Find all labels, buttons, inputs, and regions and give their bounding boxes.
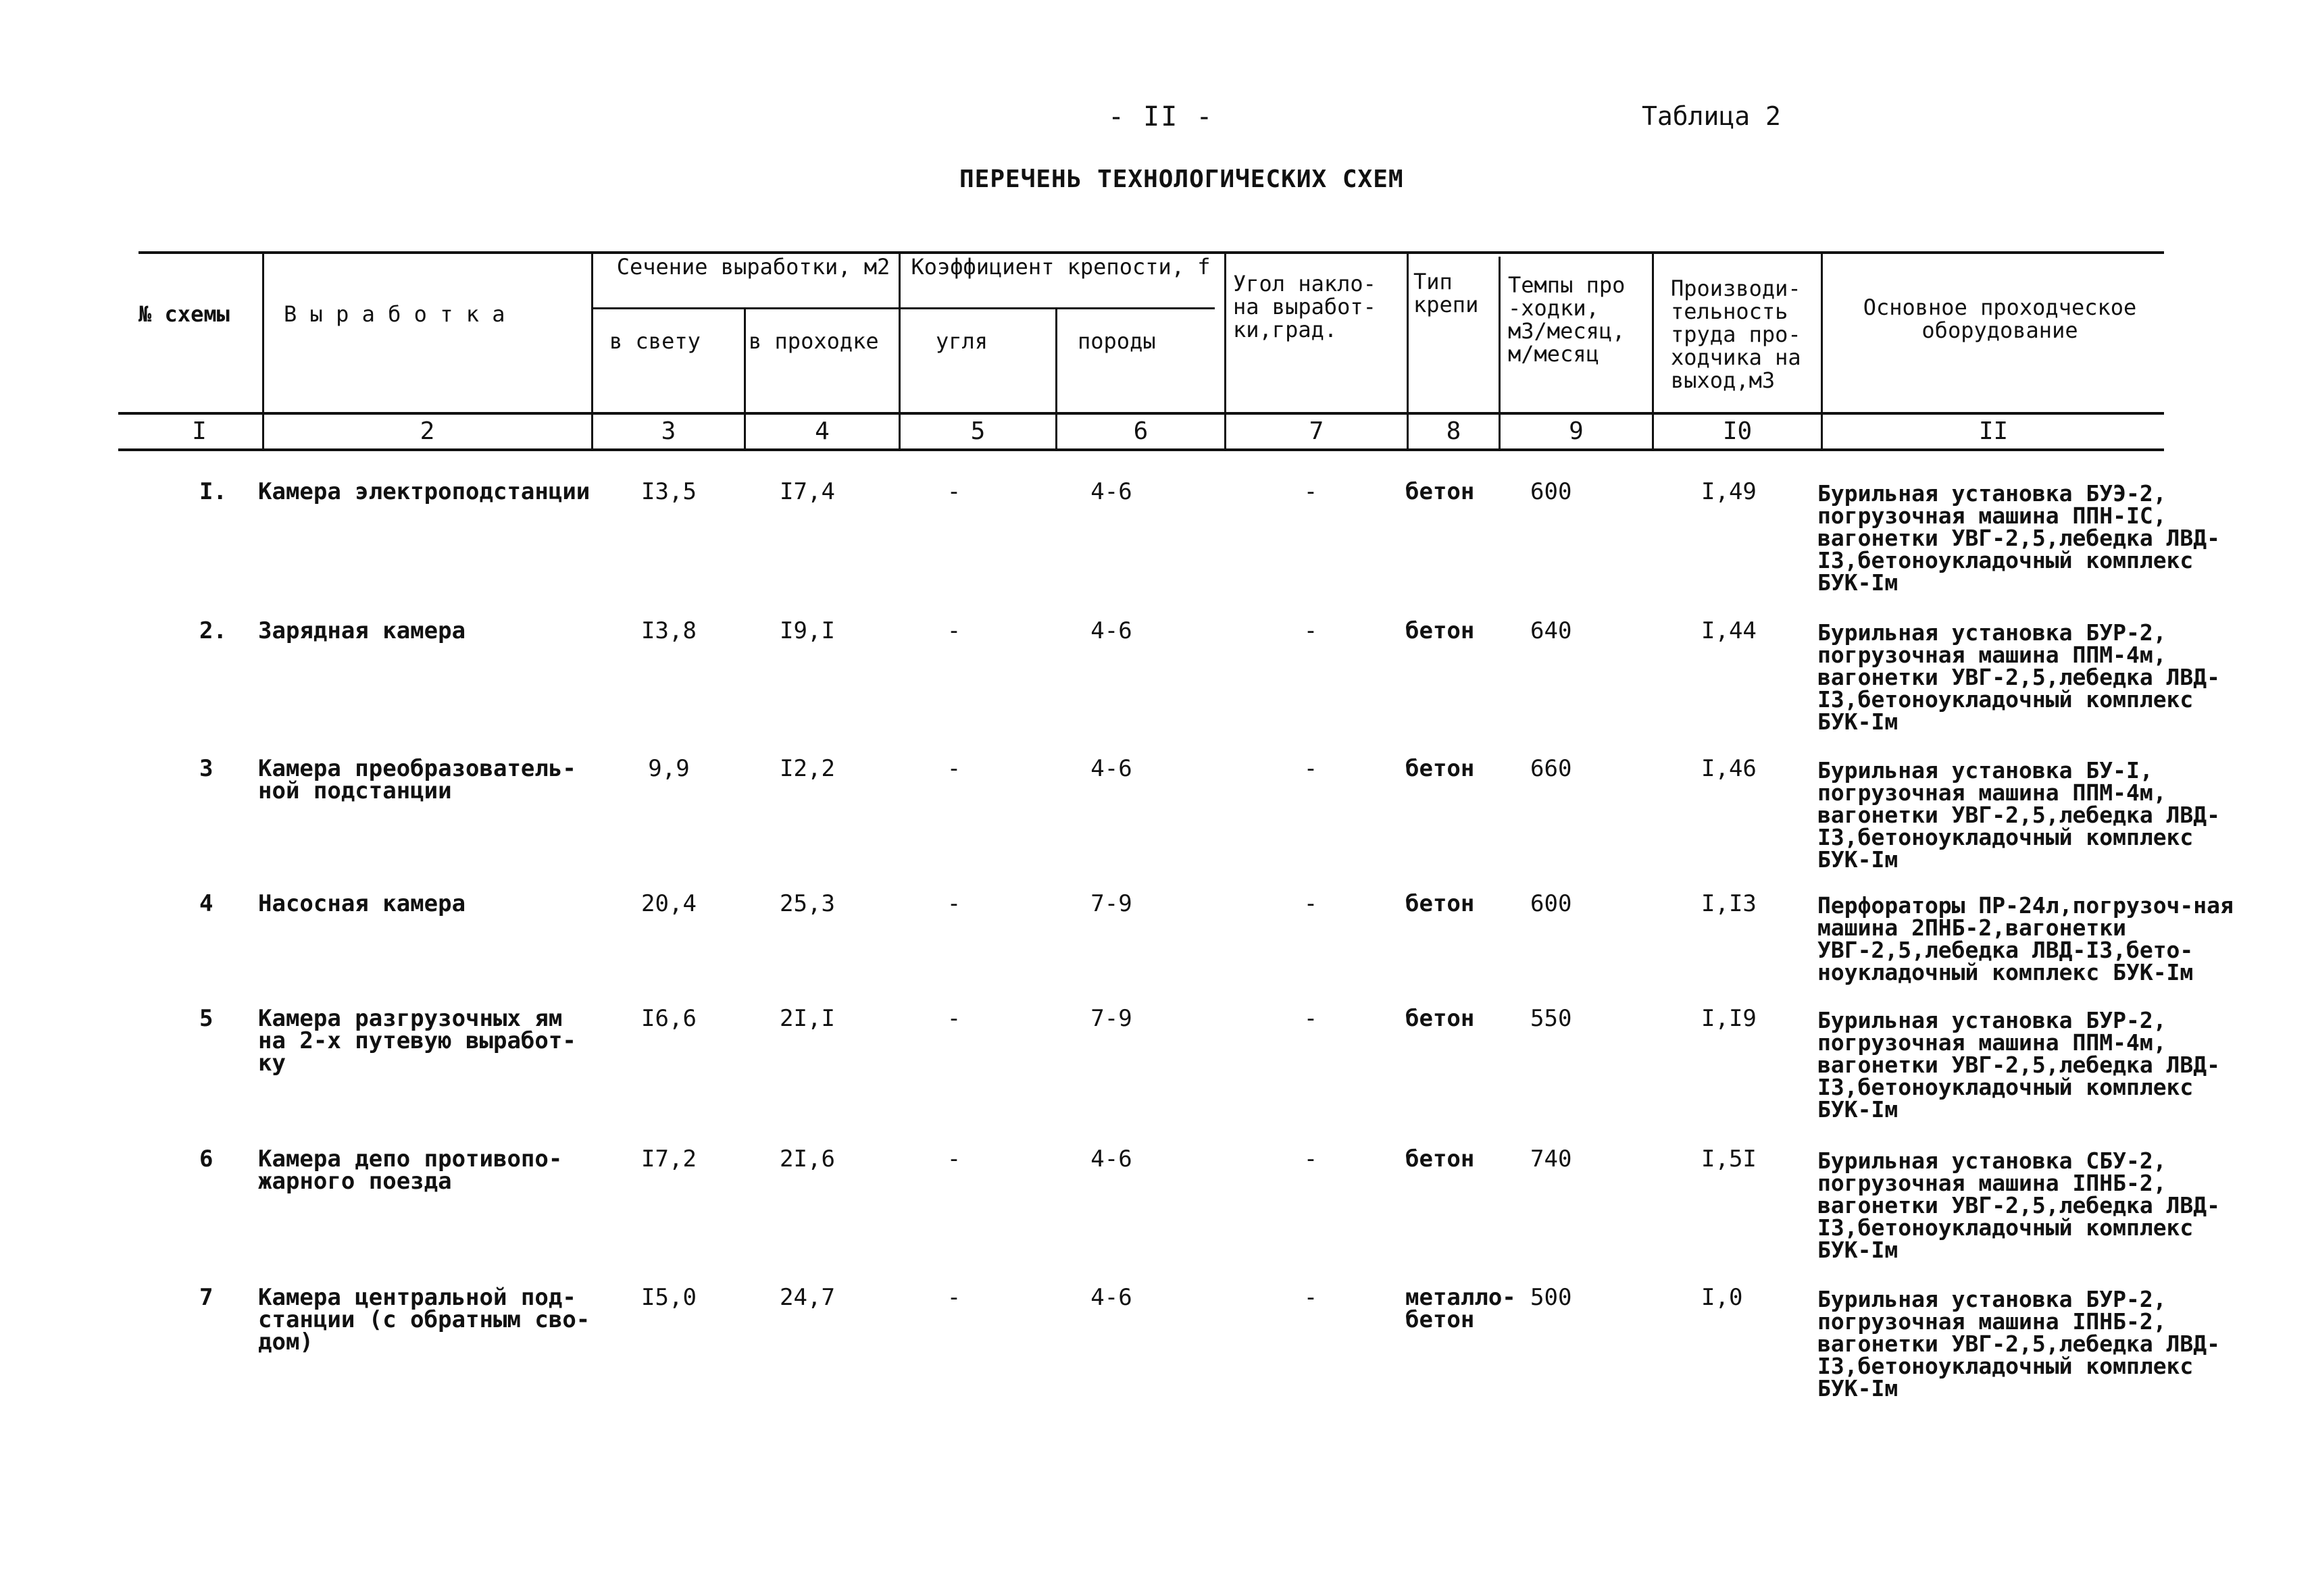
document-title: ПЕРЕЧЕНЬ ТЕХНОЛОГИЧЕСКИХ СХЕМ	[959, 165, 1404, 193]
productivity: I,49	[1701, 478, 1757, 505]
section-sub-rule	[593, 307, 1215, 309]
section-clear: I5,0	[641, 1284, 697, 1311]
equipment: Бурильная установка СБУ-2, погрузочная машина IПНБ-2, вагонетки УВГ-2,5,лебедка ЛВД-I3,бетоноукладочный комплекс БУК-Iм	[1817, 1148, 2221, 1263]
numbers-bottom-rule	[118, 448, 2164, 451]
column-number: 6	[1133, 417, 1149, 445]
strength-coal: -	[947, 755, 961, 782]
column-number: 7	[1309, 417, 1324, 445]
strength-coal: -	[947, 1005, 961, 1032]
column-number: II	[1978, 417, 2009, 445]
column-number: 9	[1569, 417, 1584, 445]
strength-rock: 4-6	[1090, 755, 1132, 782]
header-scheme-no: № схемы	[139, 301, 230, 327]
section-driving: 24,7	[780, 1284, 835, 1311]
productivity: I,I9	[1701, 1005, 1757, 1032]
working-name: Камера депо противопо-жарного поезда	[258, 1145, 563, 1195]
driving-rate: 600	[1530, 478, 1572, 505]
support-type: бетон	[1405, 478, 1475, 505]
strength-rock: 4-6	[1090, 617, 1132, 644]
section-driving: I2,2	[780, 755, 835, 782]
scheme-number: 7	[199, 1284, 213, 1311]
angle: -	[1303, 1145, 1318, 1173]
page-number: - II -	[1108, 101, 1214, 132]
support-type: бетон	[1405, 1145, 1475, 1173]
section-clear: I6,6	[641, 1005, 697, 1032]
section-driving: I7,4	[780, 478, 835, 505]
section-clear: 9,9	[648, 755, 690, 782]
productivity: I,44	[1701, 617, 1757, 644]
strength-coal: -	[947, 890, 961, 917]
strength-coal: -	[947, 617, 961, 644]
scheme-number: 5	[199, 1005, 213, 1032]
driving-rate: 550	[1530, 1005, 1572, 1032]
working-name: Зарядная камера	[258, 617, 466, 644]
header-bottom-rule	[118, 412, 2164, 415]
column-number: I0	[1722, 417, 1753, 445]
support-type: бетон	[1405, 755, 1475, 782]
angle: -	[1303, 1284, 1318, 1311]
support-type: металло-бетон	[1405, 1284, 1516, 1333]
driving-rate: 660	[1530, 755, 1572, 782]
equipment: Бурильная установка БУЭ-2, погрузочная машина ППН-IС, вагонетки УВГ-2,5,лебедка ЛВД-I3,бетоноукладочный комплекс БУК-Iм	[1817, 480, 2221, 596]
driving-rate: 640	[1530, 617, 1572, 644]
section-driving: 2I,6	[780, 1145, 835, 1173]
equipment: Перфораторы ПР-24л,погрузоч-ная машина 2ПНБ-2,вагонетки УВГ-2,5,лебедка ЛВД-I3,бето-ноукладочный комплекс БУК-Iм	[1817, 892, 2234, 985]
scheme-number: 2.	[199, 617, 227, 644]
section-clear: I7,2	[641, 1145, 697, 1173]
strength-rock: 7-9	[1090, 890, 1132, 917]
driving-rate: 500	[1530, 1284, 1572, 1311]
section-clear: I3,8	[641, 617, 697, 644]
header-strength: Коэффициент крепости, f	[911, 254, 1211, 280]
column-number: 5	[970, 417, 986, 445]
header-working: В ы р а б о т к а	[284, 301, 505, 327]
header-strength-rock: породы	[1078, 328, 1156, 354]
section-clear: I3,5	[641, 478, 697, 505]
header-section-driving: в проходке	[749, 328, 879, 354]
scheme-number: 4	[199, 890, 213, 917]
header-strength-coal: угля	[936, 328, 988, 354]
column-number: 8	[1446, 417, 1461, 445]
working-name: Камера преобразователь-ной подстанции	[258, 755, 576, 804]
support-type: бетон	[1405, 1005, 1475, 1032]
strength-coal: -	[947, 478, 961, 505]
angle: -	[1303, 755, 1318, 782]
equipment: Бурильная установка БУ-I, погрузочная машина ППМ-4м, вагонетки УВГ-2,5,лебедка ЛВД-I3,бетоноукладочный комплекс БУК-Iм	[1817, 757, 2221, 873]
driving-rate: 600	[1530, 890, 1572, 917]
scheme-number: I.	[199, 478, 227, 505]
header-productivity: Производи-тельность труда про-ходчика на выход,м3	[1671, 276, 1801, 393]
scheme-number: 3	[199, 755, 213, 782]
working-name: Камера электроподстанции	[258, 478, 590, 505]
header-angle: Угол накло-на выработ-ки,град.	[1233, 271, 1376, 342]
header-equipment: Основное проходческое оборудование	[1863, 294, 2137, 343]
equipment: Бурильная установка БУР-2, погрузочная машина ППМ-4м, вагонетки УВГ-2,5,лебедка ЛВД-I3,бетоноукладочный комплекс БУК-Iм	[1817, 1007, 2221, 1123]
header-section-clear: в свету	[609, 328, 701, 354]
strength-rock: 7-9	[1090, 1005, 1132, 1032]
angle: -	[1303, 617, 1318, 644]
strength-coal: -	[947, 1145, 961, 1173]
angle: -	[1303, 890, 1318, 917]
header-section: Сечение выработки, м2	[616, 254, 890, 280]
column-number: 4	[815, 417, 830, 445]
strength-rock: 4-6	[1090, 1284, 1132, 1311]
working-name: Камера центральной под-станции (с обратным сво-дом)	[258, 1284, 590, 1356]
productivity: I,5I	[1701, 1145, 1757, 1173]
strength-rock: 4-6	[1090, 478, 1132, 505]
scheme-number: 6	[199, 1145, 213, 1173]
equipment: Бурильная установка БУР-2, погрузочная машина ППМ-4м, вагонетки УВГ-2,5,лебедка ЛВД-I3,бетоноукладочный комплекс БУК-Iм	[1817, 619, 2221, 735]
header-support: Тип крепи	[1413, 269, 1479, 317]
table-label: Таблица 2	[1642, 101, 1781, 131]
driving-rate: 740	[1530, 1145, 1572, 1173]
productivity: I,46	[1701, 755, 1757, 782]
support-type: бетон	[1405, 617, 1475, 644]
section-clear: 20,4	[641, 890, 697, 917]
equipment: Бурильная установка БУР-2, погрузочная машина IПНБ-2, вагонетки УВГ-2,5,лебедка ЛВД-I3,бетоноукладочный комплекс БУК-Iм	[1817, 1286, 2221, 1401]
column-number: I	[192, 417, 207, 445]
working-name: Камера разгрузочных ям на 2-х путевую выработ-ку	[258, 1005, 576, 1077]
section-driving: 25,3	[780, 890, 835, 917]
column-number: 2	[420, 417, 435, 445]
productivity: I,I3	[1701, 890, 1757, 917]
productivity: I,0	[1701, 1284, 1743, 1311]
header-rate: Темпы про -ходки, м3/месяц, м/месяц	[1508, 272, 1626, 367]
section-driving: 2I,I	[780, 1005, 835, 1032]
strength-coal: -	[947, 1284, 961, 1311]
working-name: Насосная камера	[258, 890, 466, 917]
column-number: 3	[661, 417, 676, 445]
support-type: бетон	[1405, 890, 1475, 917]
strength-rock: 4-6	[1090, 1145, 1132, 1173]
angle: -	[1303, 478, 1318, 505]
section-driving: I9,I	[780, 617, 835, 644]
angle: -	[1303, 1005, 1318, 1032]
